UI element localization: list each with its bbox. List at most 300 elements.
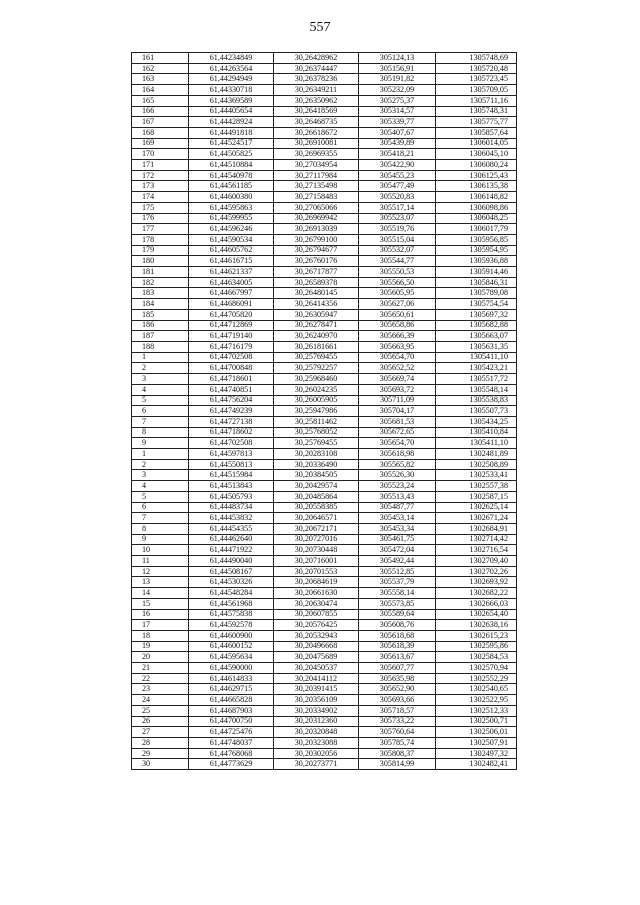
longitude-cell: 30,20646571 — [274, 513, 359, 524]
table-row — [132, 534, 517, 545]
table-row — [132, 459, 517, 470]
point-number-cell: 7 — [132, 513, 189, 524]
longitude-cell: 30,27135498 — [274, 181, 359, 192]
point-number-cell: 20 — [132, 652, 189, 663]
longitude-cell: 30,20312360 — [274, 716, 359, 727]
latitude-cell: 61,44629715 — [189, 684, 274, 695]
point-number-cell: 1 — [132, 352, 189, 363]
latitude-cell: 61,44597813 — [189, 449, 274, 460]
latitude-cell: 61,44621337 — [189, 267, 274, 278]
latitude-cell: 61,44716179 — [189, 341, 274, 352]
longitude-cell: 30,26428962 — [274, 53, 359, 64]
x-coordinate-cell: 305652,52 — [359, 363, 436, 374]
point-number-cell: 18 — [132, 630, 189, 641]
point-number-cell: 10 — [132, 545, 189, 556]
table-row — [132, 127, 517, 138]
x-coordinate-cell: 305520,83 — [359, 192, 436, 203]
x-coordinate-cell: 305523,07 — [359, 213, 436, 224]
table-row — [132, 620, 517, 631]
point-number-cell: 187 — [132, 331, 189, 342]
latitude-cell: 61,44718601 — [189, 374, 274, 385]
longitude-cell: 30,27117984 — [274, 170, 359, 181]
y-coordinate-cell: 1302716,54 — [436, 545, 517, 556]
table-row — [132, 609, 517, 620]
latitude-cell: 61,44510884 — [189, 160, 274, 171]
y-coordinate-cell: 1305936,88 — [436, 256, 517, 267]
latitude-cell: 61,44712869 — [189, 320, 274, 331]
point-number-cell: 3 — [132, 470, 189, 481]
latitude-cell: 61,44428924 — [189, 117, 274, 128]
point-number-cell: 184 — [132, 299, 189, 310]
latitude-cell: 61,44505825 — [189, 149, 274, 160]
longitude-cell: 30,20429574 — [274, 481, 359, 492]
longitude-cell: 30,20384505 — [274, 470, 359, 481]
table-row — [132, 106, 517, 117]
table-row — [132, 641, 517, 652]
point-number-cell: 176 — [132, 213, 189, 224]
table-row — [132, 705, 517, 716]
longitude-cell: 30,26760176 — [274, 256, 359, 267]
latitude-cell: 61,44263564 — [189, 63, 274, 74]
x-coordinate-cell: 305608,76 — [359, 620, 436, 631]
x-coordinate-cell: 305453,14 — [359, 513, 436, 524]
longitude-cell: 30,26240970 — [274, 331, 359, 342]
table-row — [132, 299, 517, 310]
point-number-cell: 26 — [132, 716, 189, 727]
latitude-cell: 61,44508167 — [189, 566, 274, 577]
latitude-cell: 61,44548284 — [189, 588, 274, 599]
longitude-cell: 30,26349211 — [274, 85, 359, 96]
x-coordinate-cell: 305558,14 — [359, 588, 436, 599]
longitude-cell: 30,26005905 — [274, 395, 359, 406]
table-row — [132, 481, 517, 492]
x-coordinate-cell: 305785,74 — [359, 738, 436, 749]
point-number-cell: 15 — [132, 598, 189, 609]
table-row — [132, 395, 517, 406]
x-coordinate-cell: 305453,34 — [359, 523, 436, 534]
x-coordinate-cell: 305517,14 — [359, 202, 436, 213]
y-coordinate-cell: 1305631,35 — [436, 341, 517, 352]
table-row — [132, 202, 517, 213]
table-row — [132, 588, 517, 599]
longitude-cell: 30,20701553 — [274, 566, 359, 577]
table-row — [132, 491, 517, 502]
latitude-cell: 61,44705820 — [189, 309, 274, 320]
longitude-cell: 30,20323088 — [274, 738, 359, 749]
table-row — [132, 352, 517, 363]
y-coordinate-cell: 1302512,33 — [436, 705, 517, 716]
point-number-cell: 23 — [132, 684, 189, 695]
y-coordinate-cell: 1302540,65 — [436, 684, 517, 695]
y-coordinate-cell: 1302625,14 — [436, 502, 517, 513]
y-coordinate-cell: 1305914,46 — [436, 267, 517, 278]
latitude-cell: 61,44687903 — [189, 705, 274, 716]
latitude-cell: 61,44740851 — [189, 384, 274, 395]
y-coordinate-cell: 1305754,54 — [436, 299, 517, 310]
point-number-cell: 27 — [132, 727, 189, 738]
table-row — [132, 630, 517, 641]
point-number-cell: 2 — [132, 363, 189, 374]
x-coordinate-cell: 305672,65 — [359, 427, 436, 438]
x-coordinate-cell: 305808,37 — [359, 748, 436, 759]
point-number-cell: 173 — [132, 181, 189, 192]
latitude-cell: 61,44471922 — [189, 545, 274, 556]
latitude-cell: 61,44515984 — [189, 470, 274, 481]
latitude-cell: 61,44749239 — [189, 406, 274, 417]
longitude-cell: 30,20672171 — [274, 523, 359, 534]
table-row — [132, 267, 517, 278]
x-coordinate-cell: 305487,77 — [359, 502, 436, 513]
x-coordinate-cell: 305314,57 — [359, 106, 436, 117]
point-number-cell: 179 — [132, 245, 189, 256]
y-coordinate-cell: 1302682,22 — [436, 588, 517, 599]
latitude-cell: 61,44702508 — [189, 438, 274, 449]
y-coordinate-cell: 1306045,10 — [436, 149, 517, 160]
latitude-cell: 61,44505793 — [189, 491, 274, 502]
x-coordinate-cell: 305618,98 — [359, 449, 436, 460]
y-coordinate-cell: 1302506,01 — [436, 727, 517, 738]
longitude-cell: 30,26618672 — [274, 127, 359, 138]
longitude-cell: 30,26374447 — [274, 63, 359, 74]
longitude-cell: 30,26024235 — [274, 384, 359, 395]
x-coordinate-cell: 305191,82 — [359, 74, 436, 85]
longitude-cell: 30,26468735 — [274, 117, 359, 128]
point-number-cell: 16 — [132, 609, 189, 620]
latitude-cell: 61,44725476 — [189, 727, 274, 738]
x-coordinate-cell: 305627,06 — [359, 299, 436, 310]
table-row — [132, 149, 517, 160]
latitude-cell: 61,44513843 — [189, 481, 274, 492]
x-coordinate-cell: 305544,77 — [359, 256, 436, 267]
y-coordinate-cell: 1302552,29 — [436, 673, 517, 684]
latitude-cell: 61,44596246 — [189, 224, 274, 235]
table-row — [132, 598, 517, 609]
longitude-cell: 30,27158483 — [274, 192, 359, 203]
longitude-cell: 30,25947986 — [274, 406, 359, 417]
point-number-cell: 14 — [132, 588, 189, 599]
y-coordinate-cell: 1305517,72 — [436, 374, 517, 385]
latitude-cell: 61,44614833 — [189, 673, 274, 684]
table-row — [132, 213, 517, 224]
point-number-cell: 21 — [132, 663, 189, 674]
x-coordinate-cell: 305472,04 — [359, 545, 436, 556]
latitude-cell: 61,44600152 — [189, 641, 274, 652]
x-coordinate-cell: 305492,44 — [359, 556, 436, 567]
latitude-cell: 61,44719140 — [189, 331, 274, 342]
table-row — [132, 309, 517, 320]
longitude-cell: 30,25768052 — [274, 427, 359, 438]
y-coordinate-cell: 1305956,85 — [436, 234, 517, 245]
y-coordinate-cell: 1305538,83 — [436, 395, 517, 406]
point-number-cell: 169 — [132, 138, 189, 149]
y-coordinate-cell: 1305411,10 — [436, 352, 517, 363]
y-coordinate-cell: 1302584,53 — [436, 652, 517, 663]
table-row — [132, 363, 517, 374]
x-coordinate-cell: 305339,77 — [359, 117, 436, 128]
x-coordinate-cell: 305526,30 — [359, 470, 436, 481]
latitude-cell: 61,44490040 — [189, 556, 274, 567]
y-coordinate-cell: 1302693,92 — [436, 577, 517, 588]
longitude-cell: 30,20336490 — [274, 459, 359, 470]
x-coordinate-cell: 305232,09 — [359, 85, 436, 96]
table-row — [132, 341, 517, 352]
longitude-cell: 30,20450537 — [274, 663, 359, 674]
x-coordinate-cell: 305681,53 — [359, 416, 436, 427]
x-coordinate-cell: 305589,64 — [359, 609, 436, 620]
latitude-cell: 61,44454355 — [189, 523, 274, 534]
latitude-cell: 61,44330718 — [189, 85, 274, 96]
longitude-cell: 30,20302056 — [274, 748, 359, 759]
y-coordinate-cell: 1302595,86 — [436, 641, 517, 652]
x-coordinate-cell: 305618,68 — [359, 630, 436, 641]
longitude-cell: 30,20356109 — [274, 695, 359, 706]
x-coordinate-cell: 305477,49 — [359, 181, 436, 192]
point-number-cell: 22 — [132, 673, 189, 684]
latitude-cell: 61,44590000 — [189, 663, 274, 674]
y-coordinate-cell: 1305697,32 — [436, 309, 517, 320]
y-coordinate-cell: 1306125,43 — [436, 170, 517, 181]
table-row — [132, 245, 517, 256]
x-coordinate-cell: 305523,24 — [359, 481, 436, 492]
x-coordinate-cell: 305663,95 — [359, 341, 436, 352]
latitude-cell: 61,44702508 — [189, 352, 274, 363]
latitude-cell: 61,44453832 — [189, 513, 274, 524]
longitude-cell: 30,20414112 — [274, 673, 359, 684]
point-number-cell: 168 — [132, 127, 189, 138]
point-number-cell: 8 — [132, 523, 189, 534]
point-number-cell: 171 — [132, 160, 189, 171]
latitude-cell: 61,44540978 — [189, 170, 274, 181]
longitude-cell: 30,20730448 — [274, 545, 359, 556]
x-coordinate-cell: 305650,61 — [359, 309, 436, 320]
x-coordinate-cell: 305814,99 — [359, 759, 436, 770]
table-row — [132, 673, 517, 684]
point-number-cell: 9 — [132, 534, 189, 545]
table-row — [132, 234, 517, 245]
table-row — [132, 416, 517, 427]
table-row — [132, 556, 517, 567]
x-coordinate-cell: 305407,67 — [359, 127, 436, 138]
latitude-cell: 61,44369589 — [189, 95, 274, 106]
longitude-cell: 30,26913039 — [274, 224, 359, 235]
point-number-cell: 8 — [132, 427, 189, 438]
x-coordinate-cell: 305124,13 — [359, 53, 436, 64]
longitude-cell: 30,26418569 — [274, 106, 359, 117]
latitude-cell: 61,44667997 — [189, 288, 274, 299]
point-number-cell: 183 — [132, 288, 189, 299]
x-coordinate-cell: 305654,70 — [359, 438, 436, 449]
y-coordinate-cell: 1305411,10 — [436, 438, 517, 449]
point-number-cell: 188 — [132, 341, 189, 352]
table-row — [132, 748, 517, 759]
latitude-cell: 61,44530326 — [189, 577, 274, 588]
y-coordinate-cell: 1302587,15 — [436, 491, 517, 502]
longitude-cell: 30,20558385 — [274, 502, 359, 513]
x-coordinate-cell: 305512,85 — [359, 566, 436, 577]
x-coordinate-cell: 305566,50 — [359, 277, 436, 288]
x-coordinate-cell: 305733,22 — [359, 716, 436, 727]
table-row — [132, 695, 517, 706]
latitude-cell: 61,44768068 — [189, 748, 274, 759]
longitude-cell: 30,26717877 — [274, 267, 359, 278]
x-coordinate-cell: 305658,86 — [359, 320, 436, 331]
point-number-cell: 6 — [132, 502, 189, 513]
table-row — [132, 652, 517, 663]
x-coordinate-cell: 305704,17 — [359, 406, 436, 417]
y-coordinate-cell: 1302654,40 — [436, 609, 517, 620]
point-number-cell: 165 — [132, 95, 189, 106]
x-coordinate-cell: 305455,23 — [359, 170, 436, 181]
table-row — [132, 95, 517, 106]
y-coordinate-cell: 1302497,32 — [436, 748, 517, 759]
x-coordinate-cell: 305718,57 — [359, 705, 436, 716]
longitude-cell: 30,20607855 — [274, 609, 359, 620]
table-row — [132, 117, 517, 128]
table-row — [132, 523, 517, 534]
longitude-cell: 30,26799100 — [274, 234, 359, 245]
point-number-cell: 180 — [132, 256, 189, 267]
y-coordinate-cell: 1305548,14 — [436, 384, 517, 395]
longitude-cell: 30,26589378 — [274, 277, 359, 288]
point-number-cell: 177 — [132, 224, 189, 235]
longitude-cell: 30,26480145 — [274, 288, 359, 299]
latitude-cell: 61,44665828 — [189, 695, 274, 706]
y-coordinate-cell: 1306014,05 — [436, 138, 517, 149]
y-coordinate-cell: 1306098,86 — [436, 202, 517, 213]
latitude-cell: 61,44634005 — [189, 277, 274, 288]
y-coordinate-cell: 1305663,07 — [436, 331, 517, 342]
latitude-cell: 61,44234849 — [189, 53, 274, 64]
table-row — [132, 256, 517, 267]
x-coordinate-cell: 305711,09 — [359, 395, 436, 406]
longitude-cell: 30,20716001 — [274, 556, 359, 567]
y-coordinate-cell: 1305711,16 — [436, 95, 517, 106]
point-number-cell: 25 — [132, 705, 189, 716]
x-coordinate-cell: 305418,21 — [359, 149, 436, 160]
y-coordinate-cell: 1302702,26 — [436, 566, 517, 577]
latitude-cell: 61,44595634 — [189, 652, 274, 663]
longitude-cell: 30,20684619 — [274, 577, 359, 588]
table-row — [132, 663, 517, 674]
coordinates-table-body — [132, 53, 517, 770]
y-coordinate-cell: 1302522,95 — [436, 695, 517, 706]
y-coordinate-cell: 1306135,38 — [436, 181, 517, 192]
y-coordinate-cell: 1302570,94 — [436, 663, 517, 674]
point-number-cell: 17 — [132, 620, 189, 631]
table-row — [132, 727, 517, 738]
x-coordinate-cell: 305275,37 — [359, 95, 436, 106]
point-number-cell: 162 — [132, 63, 189, 74]
point-number-cell: 19 — [132, 641, 189, 652]
latitude-cell: 61,44462640 — [189, 534, 274, 545]
longitude-cell: 30,20532943 — [274, 630, 359, 641]
table-row — [132, 513, 517, 524]
table-row — [132, 277, 517, 288]
point-number-cell: 29 — [132, 748, 189, 759]
latitude-cell: 61,44773629 — [189, 759, 274, 770]
point-number-cell: 2 — [132, 459, 189, 470]
longitude-cell: 30,20391415 — [274, 684, 359, 695]
point-number-cell: 174 — [132, 192, 189, 203]
longitude-cell: 30,26414356 — [274, 299, 359, 310]
point-number-cell: 6 — [132, 406, 189, 417]
longitude-cell: 30,26181661 — [274, 341, 359, 352]
y-coordinate-cell: 1305423,21 — [436, 363, 517, 374]
table-row — [132, 85, 517, 96]
y-coordinate-cell: 1302638,16 — [436, 620, 517, 631]
latitude-cell: 61,44756204 — [189, 395, 274, 406]
latitude-cell: 61,44294949 — [189, 74, 274, 85]
y-coordinate-cell: 1305748,31 — [436, 106, 517, 117]
longitude-cell: 30,20727016 — [274, 534, 359, 545]
longitude-cell: 30,26378236 — [274, 74, 359, 85]
coordinates-table — [131, 52, 517, 770]
x-coordinate-cell: 305537,79 — [359, 577, 436, 588]
x-coordinate-cell: 305422,90 — [359, 160, 436, 171]
latitude-cell: 61,44700848 — [189, 363, 274, 374]
table-row — [132, 449, 517, 460]
point-number-cell: 185 — [132, 309, 189, 320]
longitude-cell: 30,25811462 — [274, 416, 359, 427]
y-coordinate-cell: 1305709,05 — [436, 85, 517, 96]
x-coordinate-cell: 305513,43 — [359, 491, 436, 502]
y-coordinate-cell: 1305775,77 — [436, 117, 517, 128]
point-number-cell: 182 — [132, 277, 189, 288]
table-row — [132, 181, 517, 192]
longitude-cell: 30,20630474 — [274, 598, 359, 609]
x-coordinate-cell: 305605,95 — [359, 288, 436, 299]
latitude-cell: 61,44605762 — [189, 245, 274, 256]
x-coordinate-cell: 305607,77 — [359, 663, 436, 674]
latitude-cell: 61,44718602 — [189, 427, 274, 438]
x-coordinate-cell: 305760,64 — [359, 727, 436, 738]
point-number-cell: 161 — [132, 53, 189, 64]
longitude-cell: 30,20576425 — [274, 620, 359, 631]
latitude-cell: 61,44561968 — [189, 598, 274, 609]
latitude-cell: 61,44600380 — [189, 192, 274, 203]
x-coordinate-cell: 305565,82 — [359, 459, 436, 470]
longitude-cell: 30,26969355 — [274, 149, 359, 160]
x-coordinate-cell: 305669,74 — [359, 374, 436, 385]
point-number-cell: 12 — [132, 566, 189, 577]
table-row — [132, 288, 517, 299]
point-number-cell: 186 — [132, 320, 189, 331]
point-number-cell: 163 — [132, 74, 189, 85]
table-row — [132, 759, 517, 770]
y-coordinate-cell: 1302533,41 — [436, 470, 517, 481]
table-row — [132, 438, 517, 449]
point-number-cell: 1 — [132, 449, 189, 460]
longitude-cell: 30,25769455 — [274, 438, 359, 449]
point-number-cell: 178 — [132, 234, 189, 245]
latitude-cell: 61,44405654 — [189, 106, 274, 117]
table-row — [132, 53, 517, 64]
table-row — [132, 160, 517, 171]
y-coordinate-cell: 1305846,31 — [436, 277, 517, 288]
point-number-cell: 28 — [132, 738, 189, 749]
x-coordinate-cell: 305156,91 — [359, 63, 436, 74]
table-row — [132, 406, 517, 417]
table-row — [132, 384, 517, 395]
x-coordinate-cell: 305613,67 — [359, 652, 436, 663]
y-coordinate-cell: 1302666,03 — [436, 598, 517, 609]
table-row — [132, 566, 517, 577]
x-coordinate-cell: 305550,53 — [359, 267, 436, 278]
point-number-cell: 9 — [132, 438, 189, 449]
latitude-cell: 61,44727138 — [189, 416, 274, 427]
table-row — [132, 716, 517, 727]
point-number-cell: 175 — [132, 202, 189, 213]
